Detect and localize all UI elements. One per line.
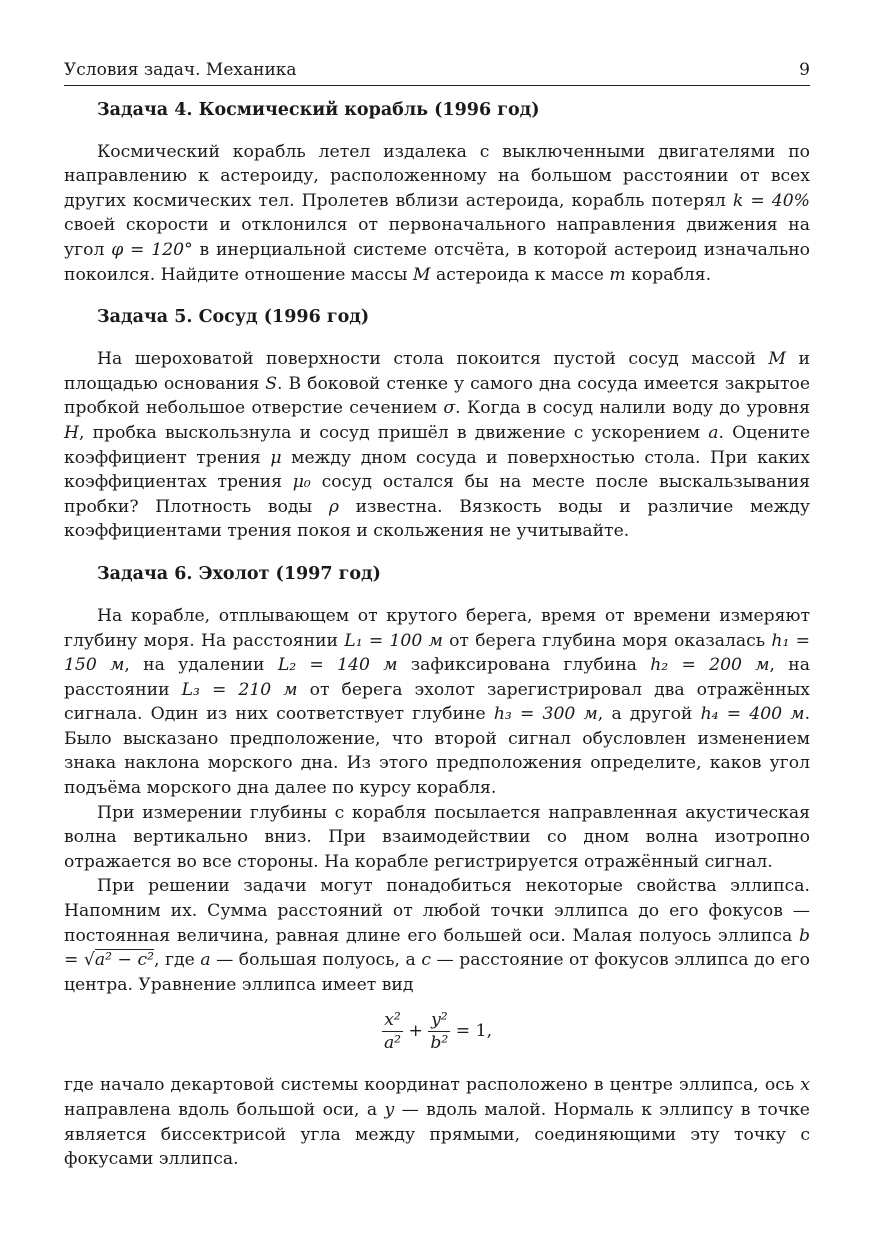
page-number: 9 <box>799 60 810 80</box>
page <box>64 58 810 1172</box>
problem-4-text: Космический корабль летел издалека с выключенными двигателями по направлению к астероиду, расположенному на большом расстоянии от всех других космических тел. Пролетев вблизи астероида, корабль потерял k = 40% своей скорости и отклонился от первоначального направления движения на угол φ = 120° в инерциальной системе отсчёта, в которой астероид изначально покоился. Найдите отношение массы M астероида к массе m корабля. <box>64 141 810 285</box>
fraction-y: $\frac{\text{y²}}{\text{b²}}$ <box>430 1010 449 1054</box>
problem-6-paragraph-1: На корабле, отплывающем от крутого берега, время от времени измеряют глубину моря. На расстоянии L₁ = 100 м от берега глубина моря оказалась h₁ = 150 м, на удалении L₂ = 140 м зафиксирована глубина h₂ = 200 м, на расстоянии L₃ = 210 м от берега эхолот зарегистрировал два отражённых сигнала. Один из них соответствует глубине h₃ = 300 м, а другой h₄ = 400 м. Было высказано предположение, что второй сигнал обусловлен изменением знака наклона морского дна. Из этого предположения определите, каков угол подъёма морского дна далее по курсу корабля. <box>64 605 811 799</box>
problem-6-paragraph-3: При решении задачи могут понадобиться некоторые свойства эллипса. Напомним их. Сумма расстояний от любой точки эллипса до его фокусов — постоянная величина, равная длине его большей оси. Малая полуось эллипса b = √a² − c², где a — большая полуось, а c — расстояние от фокусов эллипса до его центра. Уравнение эллипса имеет вид <box>64 876 811 995</box>
problem-5-text: На шероховатой поверхности стола покоится пустой сосуд массой M и площадью основания S. В боковой стенке у самого дна сосуда имеется закрытое пробкой небольшое отверстие сечением σ. Когда в сосуд налили воду до уровня H, пробка выскользнула и сосуд пришёл в движение с ускорением a. Оцените коэффициент трения μ между дном сосуда и поверхностью стола. При каких коэффициентах трения μ₀ сосуд остался бы на месте после выскальзывания пробки? Плотность воды ρ известна. Вязкость воды и различие между коэффициентами трения покоя и скольжения не учитывайте. <box>64 349 811 542</box>
sqrt-radicand: a² − c² <box>94 950 155 971</box>
problem-4-title: Задача 4. Космический корабль (1996 год) <box>97 99 540 120</box>
problem-6-paragraph-2: При измерении глубины с корабля посылается направленная акустическая волна вертикально вниз. При взаимодействии со дном волна изотропно отражается во все стороны. На корабле регистрируется отражённый сигнал. <box>64 802 810 872</box>
problem-6-paragraph-4: где начало декартовой системы координат расположено в центре эллипса, ось x направлена вдоль большой оси, а y — вдоль малой. Нормаль к эллипсу в точке является биссектрисой угла между прямыми, соединяющими эту точку с фокусами эллипса. <box>64 1075 810 1170</box>
running-header <box>64 58 810 86</box>
ellipse-equation: $\frac{\text{x²}}{\text{a²}}$ + $\frac{\text{y²}}{\text{b²}}$ = 1, <box>383 1010 493 1054</box>
fraction-x: $\frac{\text{x²}}{\text{a²}}$ <box>383 1010 402 1054</box>
header-title: Условия задач. Механика <box>64 60 297 80</box>
problem-5-title: Задача 5. Сосуд (1996 год) <box>97 307 370 328</box>
problem-6-title: Задача 6. Эхолот (1997 год) <box>97 563 381 584</box>
